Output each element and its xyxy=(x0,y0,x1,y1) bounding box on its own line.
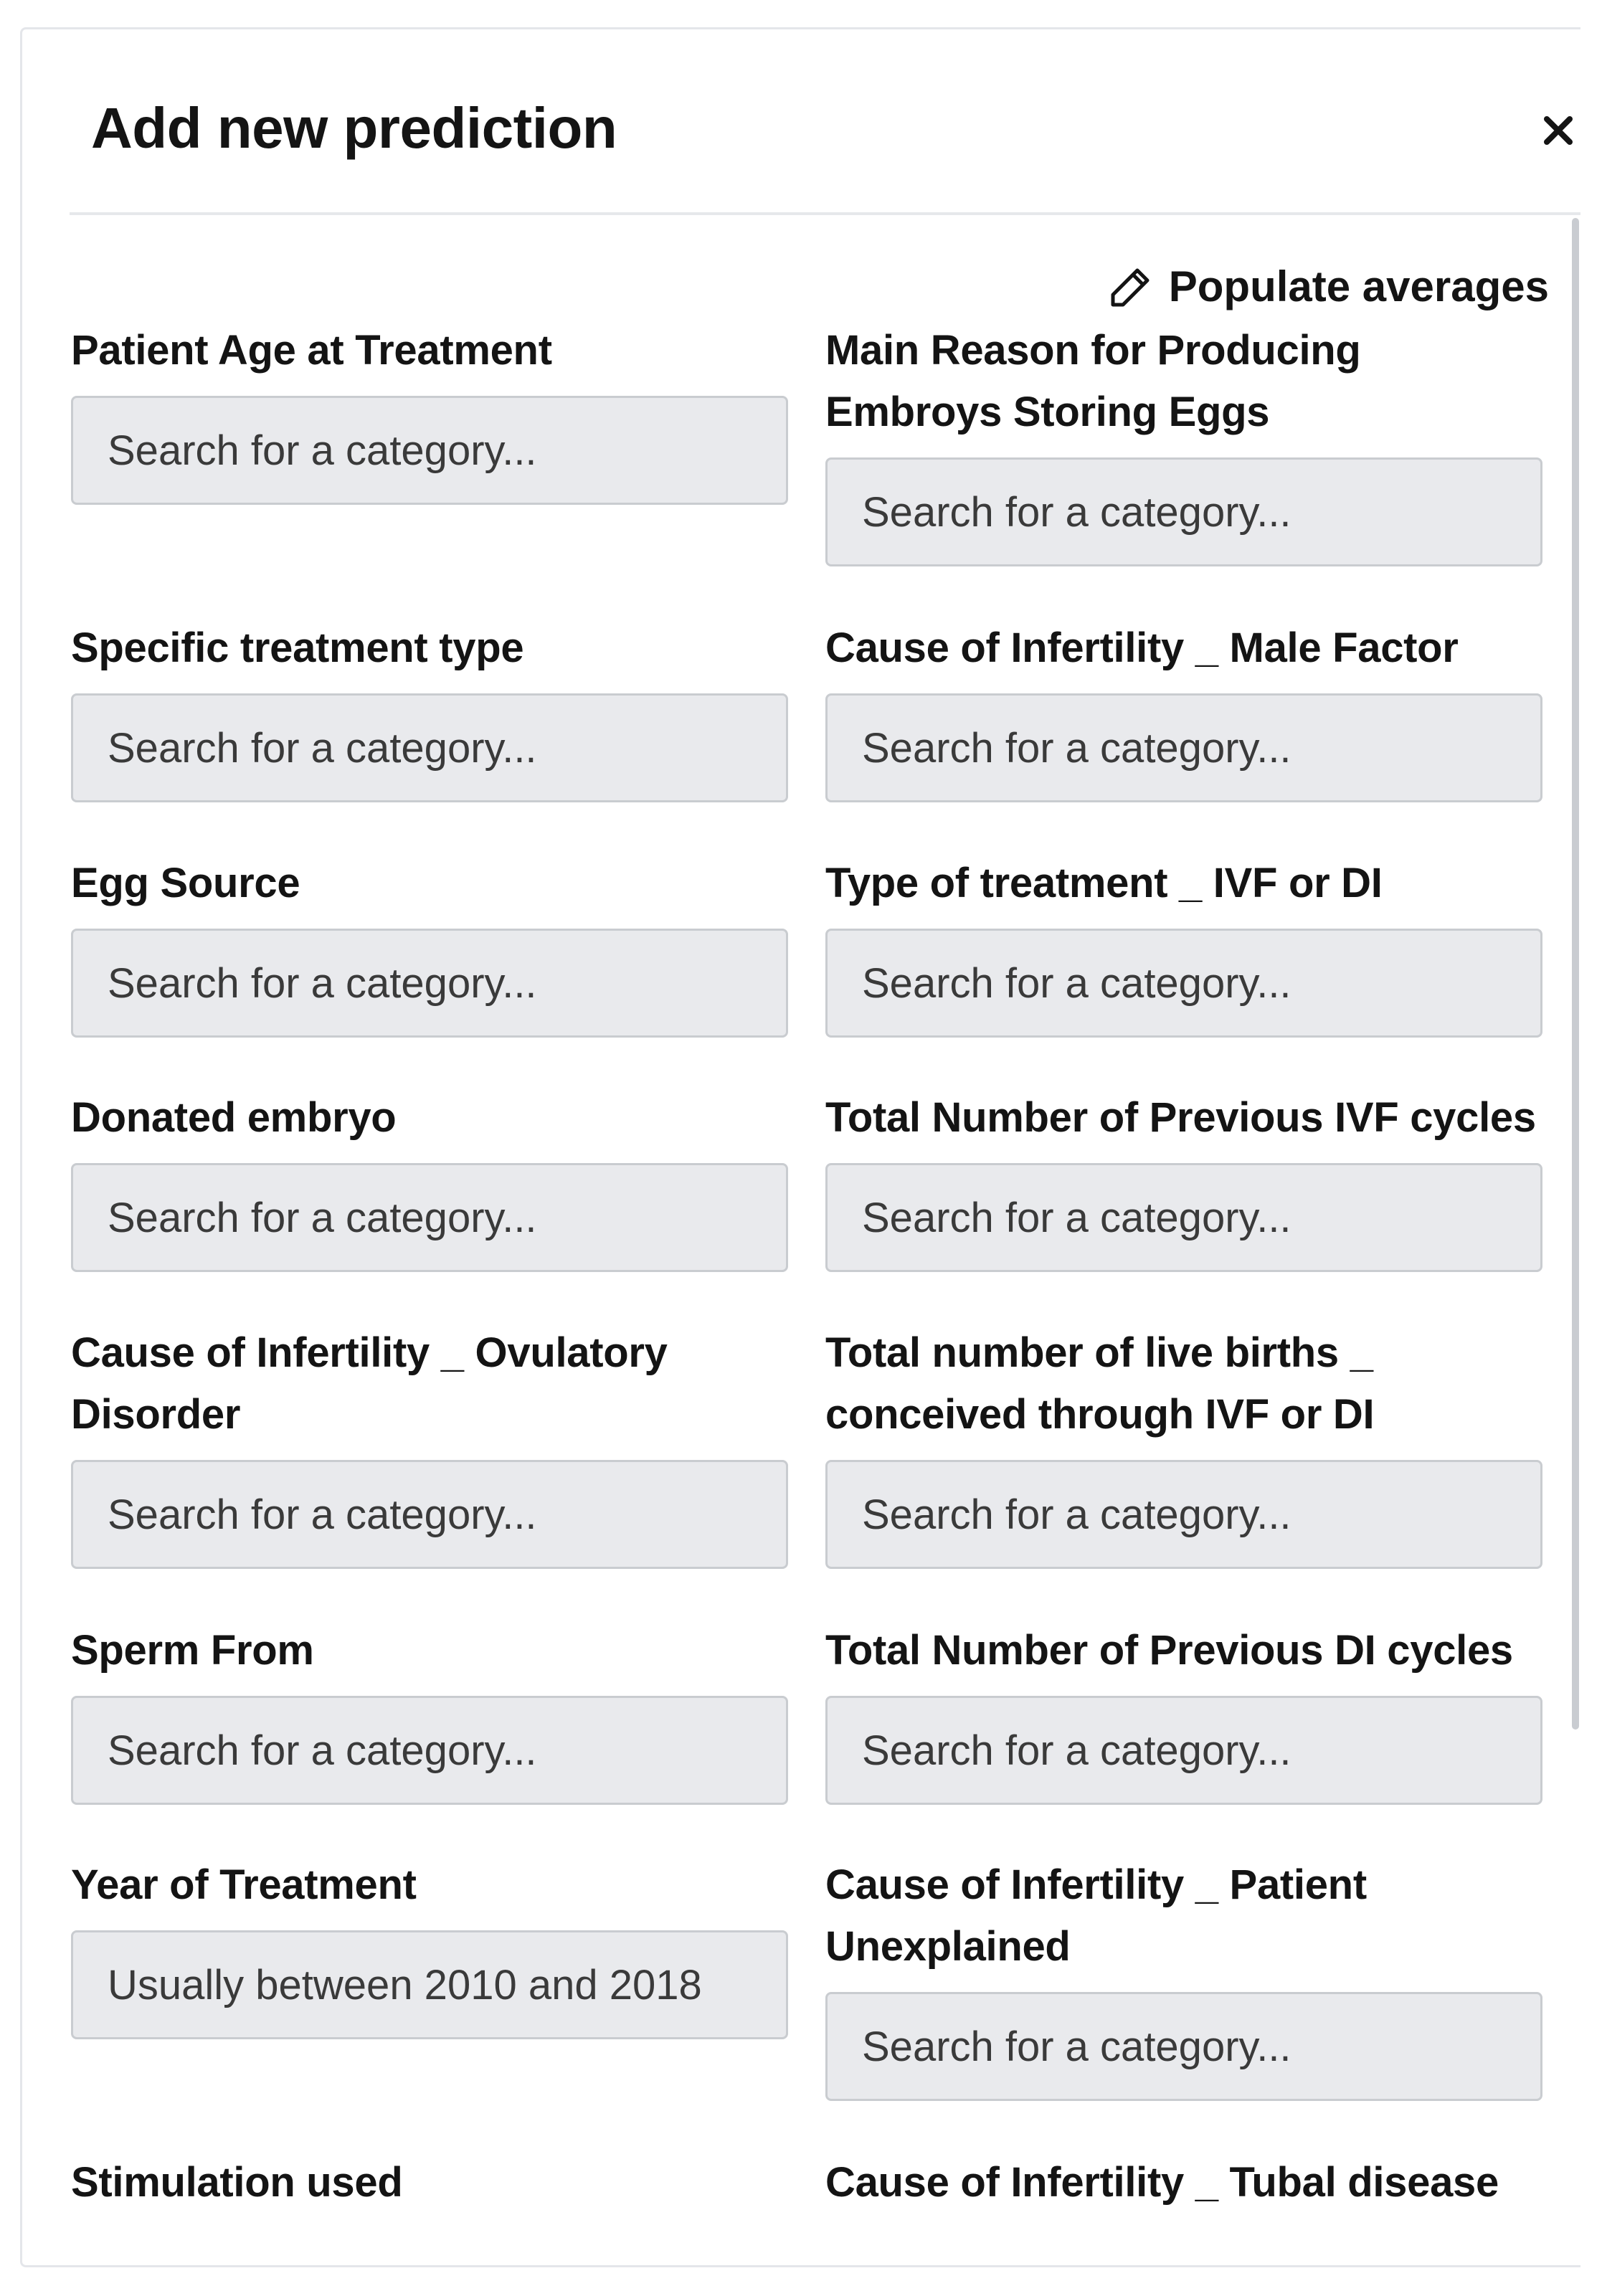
male-factor-input[interactable] xyxy=(825,693,1542,802)
field-donated-embryo xyxy=(71,1087,788,1272)
scrollbar-thumb[interactable] xyxy=(1572,218,1579,1730)
field-year-of-treatment xyxy=(71,1854,788,2039)
populate-averages-label: Populate averages xyxy=(1168,262,1549,310)
field-stimulation-used xyxy=(71,2152,788,2214)
sperm-from-input[interactable] xyxy=(71,1696,788,1805)
populate-averages-button[interactable] xyxy=(1109,262,1549,310)
field-label: Specific treatment type xyxy=(71,625,524,671)
type-of-treatment-input[interactable] xyxy=(825,929,1542,1038)
field-ovulatory-disorder xyxy=(71,1322,788,1569)
field-label: Total Number of Previous DI cycles xyxy=(825,1627,1513,1674)
field-specific-treatment-type xyxy=(71,617,788,802)
donated-embryo-input[interactable] xyxy=(71,1163,788,1272)
field-sperm-from xyxy=(71,1620,788,1805)
field-label: Cause of Infertility _ Patient Unexplained xyxy=(825,1861,1367,1970)
field-label: Stimulation used xyxy=(71,2159,403,2206)
add-prediction-modal xyxy=(20,27,1580,2267)
field-label: Type of treatment _ IVF or DI xyxy=(825,860,1383,906)
close-icon xyxy=(1543,115,1573,146)
field-label: Patient Age at Treatment xyxy=(71,327,552,374)
field-male-factor xyxy=(825,617,1542,802)
modal-header xyxy=(70,29,1580,215)
field-label: Cause of Infertility _ Male Factor xyxy=(825,625,1459,671)
field-patient-age xyxy=(71,320,788,505)
field-previous-di-cycles xyxy=(825,1620,1542,1805)
field-patient-unexplained xyxy=(825,1854,1542,2101)
previous-ivf-cycles-input[interactable] xyxy=(825,1163,1542,1272)
field-label: Egg Source xyxy=(71,860,300,906)
pencil-icon xyxy=(1109,265,1153,309)
field-label: Donated embryo xyxy=(71,1094,397,1141)
field-label: Sperm From xyxy=(71,1627,314,1674)
field-label: Main Reason for Producing Embroys Storing Eggs xyxy=(825,327,1361,435)
ovulatory-disorder-input[interactable] xyxy=(71,1460,788,1569)
field-egg-source xyxy=(71,853,788,1038)
close-button[interactable] xyxy=(1533,105,1580,156)
specific-treatment-type-input[interactable] xyxy=(71,693,788,802)
field-label: Cause of Infertility _ Ovulatory Disorder xyxy=(71,1329,668,1438)
field-label: Total Number of Previous IVF cycles xyxy=(825,1094,1536,1141)
field-live-births xyxy=(825,1322,1542,1569)
egg-source-input[interactable] xyxy=(71,929,788,1038)
modal-title: Add new prediction xyxy=(91,96,617,160)
previous-di-cycles-input[interactable] xyxy=(825,1696,1542,1805)
patient-age-input[interactable] xyxy=(71,396,788,505)
live-births-input[interactable] xyxy=(825,1460,1542,1569)
main-reason-input[interactable] xyxy=(825,457,1542,566)
field-tubal-disease xyxy=(825,2152,1542,2214)
year-of-treatment-input[interactable] xyxy=(71,1930,788,2039)
field-label: Year of Treatment xyxy=(71,1861,417,1908)
field-label: Cause of Infertility _ Tubal disease xyxy=(825,2159,1499,2206)
field-previous-ivf-cycles xyxy=(825,1087,1542,1272)
field-main-reason xyxy=(825,320,1542,566)
field-label: Total number of live births _ conceived through IVF or DI xyxy=(825,1329,1375,1438)
patient-unexplained-input[interactable] xyxy=(825,1992,1542,2101)
field-type-of-treatment xyxy=(825,853,1542,1038)
